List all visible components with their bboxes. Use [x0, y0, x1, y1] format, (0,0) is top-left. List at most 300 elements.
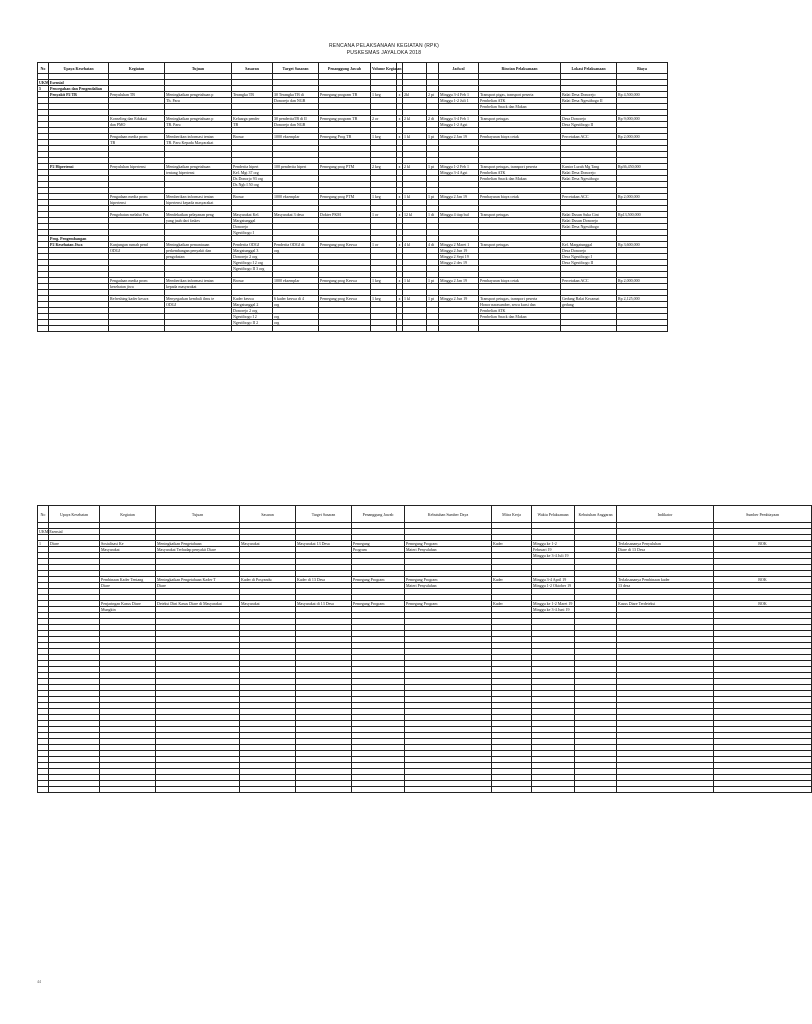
table1-cell: 30 Terangka TB di — [273, 92, 319, 98]
table2-cell — [100, 787, 156, 793]
table1-cell: Meningkatkan pengetahuan p — [165, 92, 232, 98]
table2-cell: Meningkatkan Pengetahuan Kader T — [156, 577, 240, 583]
table1-cell: Balai Desa Donorejo — [561, 92, 617, 98]
table2-cell: 13 desa — [617, 583, 714, 589]
table2-header-cell: Kebutuhan Anggaran — [575, 506, 617, 523]
table1-cell: 4 dt — [427, 242, 439, 248]
table1-cell: 1000 eksemplar — [273, 278, 319, 284]
table2-cell: BOK — [714, 541, 812, 547]
table2-cell: Penjaringan Kasus Diare — [100, 601, 156, 607]
table1-cell: 1000 eksemplar — [273, 194, 319, 200]
table1-cell: Ds Ngb I 50 org — [232, 182, 273, 188]
table1-cell: Meningkatkan pengetahuan — [165, 164, 232, 170]
table2-cell: BOK — [714, 601, 812, 607]
table1-cell: 1 keg — [371, 92, 397, 98]
table1-cell: 1 keg — [371, 296, 397, 302]
table1-cell: Donorejo 2 org — [232, 254, 273, 260]
table1-cell: Minggu 2 Maret 1 — [439, 242, 479, 248]
table2-cell: Minggu ke 3-4 Juni 19 — [532, 607, 575, 613]
table1-cell: Pemegang prog Keswa — [319, 242, 371, 248]
table1-cell: Meningkatkan pemantauan — [165, 242, 232, 248]
table1-cell: Transport petugas — [479, 116, 561, 122]
table1-cell: P2 Hipertensi — [49, 164, 109, 170]
table1-cell: 30 penderitaTB di II — [273, 116, 319, 122]
table2-cell: Diare — [100, 583, 156, 589]
table1-cell: Memberikan informasi tentan — [165, 278, 232, 284]
table1-cell: Brosur — [232, 134, 273, 140]
table1-cell: Penyakit P2 TB — [49, 92, 109, 98]
table1-cell: 1 keg — [371, 194, 397, 200]
table1-cell: Transport pigas, transport peserta — [479, 92, 561, 98]
table1-header-cell: Penanggung Jawab — [319, 63, 371, 74]
table1-cell: 1000 eksemplar — [273, 134, 319, 140]
table1-cell: Pembelian Snack dan Makan — [479, 104, 561, 110]
table1-cell: Rp 9,000,000 — [617, 116, 668, 122]
table1-cell: 1 pt — [427, 164, 439, 170]
table1-cell: Rp36,450,000 — [617, 164, 668, 170]
table1-cell: 4 kl — [403, 242, 427, 248]
table1-cell: Percetakan ACC — [561, 278, 617, 284]
table-row — [38, 116, 668, 122]
table1-cell: Pemegang prog PTM — [319, 164, 371, 170]
table-row — [38, 164, 668, 170]
table1-cell: Kel. Mgt 37 org — [232, 170, 273, 176]
table1-cell: 2 keg — [371, 164, 397, 170]
table1-cell — [427, 326, 439, 332]
table2-cell: BOK — [714, 577, 812, 583]
table1-cell: Balai Desa Ngestibogo — [561, 176, 617, 182]
table1-cell: Penderita ODGJ — [232, 242, 273, 248]
table1-cell: Minggu 2 Jun 19 — [439, 296, 479, 302]
table1-cell: org — [273, 314, 319, 320]
table2-cell: Sosialisasi Ke — [100, 541, 156, 547]
table2-header-cell: Sasaran — [240, 506, 296, 523]
table1-header-cell: Volume Kegiatan — [371, 63, 397, 74]
table1-header-cell: Lokasi Pelaksanaan — [561, 63, 617, 74]
table1-cell: Refreshing kader keswa — [109, 296, 165, 302]
table2-header-cell: Tujuan — [156, 506, 240, 523]
table1-cell: TB — [232, 122, 273, 128]
table1-cell: Prog. Pengembangan — [49, 236, 109, 242]
table2-cell: Deteksi Dini Kasus Diare di Masyarakat — [156, 601, 240, 607]
table2-cell: Masyarakat — [100, 547, 156, 553]
table1-cell: Minggu 2 Jun 19 — [439, 248, 479, 254]
table1-cell: Th. Paru — [165, 98, 232, 104]
table1-cell — [232, 326, 273, 332]
table1-cell: Rp 3,600,000 — [617, 242, 668, 248]
table1-cell: Masyarakat Kel. — [232, 212, 273, 218]
table1-cell: Ngestibogo I 2 org — [232, 260, 273, 266]
table2-cell: Kader — [492, 541, 532, 547]
table2-cell — [405, 787, 492, 793]
table2-cell — [532, 787, 575, 793]
table1-cell: Memberikan informasi tentan — [165, 134, 232, 140]
table2-cell: Masyarakat Terhadap penyakit Diare — [156, 547, 240, 553]
table1-cell — [319, 326, 371, 332]
table1-cell: kesehatan jiwa — [109, 284, 165, 290]
table1-cell: Minggu 2 Sept 19 — [439, 254, 479, 260]
table1-cell: Rp 2,125,000 — [617, 296, 668, 302]
table1-cell: Donorejo 2 org — [232, 308, 273, 314]
table1-cell: 1 pt — [427, 134, 439, 140]
table2-cell: Masyarakat — [240, 541, 296, 547]
table1-cell: Pembelian Snack dan Makan — [479, 176, 561, 182]
table1-cell: Margatunggal 3 — [232, 248, 273, 254]
table1-cell: Pembelian ATK — [479, 308, 561, 314]
table2-cell: Program — [352, 547, 405, 553]
table1-header-cell: Jadwal — [439, 63, 479, 74]
table1-cell: Keluarga pender — [232, 116, 273, 122]
table1-cell: hipertensi kepada masyarakat — [165, 200, 232, 206]
table1-cell: kepada masyarakat — [165, 284, 232, 290]
table1-cell: Pemegang prog Keswa — [319, 278, 371, 284]
table1-cell — [49, 326, 109, 332]
table2-cell: Pemegang Program — [352, 577, 405, 583]
rpk-table-header — [38, 63, 668, 74]
table-row — [38, 194, 668, 200]
table1-cell: Rp13,500,000 — [617, 212, 668, 218]
table-row — [38, 92, 668, 98]
table1-cell: Memberikan informasi tentan — [165, 194, 232, 200]
table1-cell: Transport petugas — [479, 212, 561, 218]
table2-cell: Kader — [492, 601, 532, 607]
table-row — [38, 278, 668, 284]
table2-header-cell: No — [38, 506, 49, 523]
document-title: RENCANA PELAKSANAAN KEGIATAN (RPK) — [329, 43, 439, 49]
table1-cell: 1 dt — [427, 212, 439, 218]
footer-mark: 44 — [37, 979, 41, 984]
table1-cell: Margatunggal — [232, 218, 273, 224]
table1-cell: x — [398, 278, 401, 283]
table1-cell: perkembangan penyakit dan — [165, 248, 232, 254]
table1-header-cell: Biaya — [617, 63, 668, 74]
table1-cell: 2 or — [371, 116, 397, 122]
table2-cell: Minggu ke 1-2 — [532, 541, 575, 547]
table1-cell: Pembelian ATK — [479, 98, 561, 104]
table1-cell — [165, 326, 232, 332]
table2-cell — [352, 787, 405, 793]
table1-cell: 1 keg — [371, 134, 397, 140]
table1-cell: 1 or — [371, 212, 397, 218]
table1-cell: Brosur — [232, 194, 273, 200]
table2-header-cell: Mitra Kerja — [492, 506, 532, 523]
rpk-table — [37, 62, 668, 332]
table2-cell — [617, 787, 714, 793]
table1-cell — [273, 326, 319, 332]
table1-cell: x — [398, 92, 401, 97]
table1-cell: UKM Esensial — [39, 80, 64, 85]
table1-cell: org — [273, 248, 319, 254]
table1-cell: Ds Donorjo 93 org — [232, 176, 273, 182]
table2-cell: UKM Esensial — [39, 529, 63, 534]
table1-cell: Minggu 1-2 Feb 1 — [439, 164, 479, 170]
table2-cell: Minggu ke 3-4 Juli 19 — [532, 553, 575, 559]
table2-cell — [240, 787, 296, 793]
table1-cell: Balai Desa Donorejo — [561, 170, 617, 176]
table2-cell: Diare di 13 Desa — [617, 547, 714, 553]
table2-cell: Pemegang — [352, 541, 405, 547]
table2-cell: Materi Penyuluhan — [405, 583, 492, 589]
table1-cell: Kel. Margatunggal — [561, 242, 617, 248]
table1-header-cell: Upaya Kesehatan — [49, 63, 109, 74]
table1-cell: Desa Ngestibogo II — [561, 260, 617, 266]
table1-cell: Ngestibogo II 3 org — [232, 266, 273, 272]
table1-cell: Pencegahan dan Pengendalian — [49, 86, 109, 92]
table1-cell: org — [273, 320, 319, 326]
table1-cell: 12 kl — [403, 212, 427, 218]
table1-cell: yang jauh dari faskes — [165, 218, 232, 224]
table1-cell: Desa Ngestibogo I — [561, 254, 617, 260]
table1-cell: 100 penderita hipert — [273, 164, 319, 170]
table1-cell: 1 kl — [403, 134, 427, 140]
table-row — [38, 242, 668, 248]
table1-cell: Pengadaan media prom — [109, 194, 165, 200]
table1-cell: TB. Paru Kepada Masyarakat — [165, 140, 232, 146]
table1-cell: 2 dt — [427, 116, 439, 122]
table1-cell: hipertensi — [109, 200, 165, 206]
table1-header-cell: Target Sasaran — [273, 63, 319, 74]
table1-cell: Minggu 2 Jan 19 — [439, 194, 479, 200]
table2-cell — [296, 787, 352, 793]
table1-cell: tentang hipertensi — [165, 170, 232, 176]
table2-cell — [49, 787, 100, 793]
table2-cell — [575, 787, 617, 793]
table1-cell: x — [398, 134, 401, 139]
table1-cell: org — [273, 302, 319, 308]
table2-cell: Mungkin — [100, 607, 156, 613]
table1-cell: Balai Desa Ngestibogo — [561, 224, 617, 230]
table2-cell: Masyarakat 13 Desa — [296, 541, 352, 547]
table1-cell: x — [398, 212, 401, 217]
table1-cell: P2 Kesehatan Jiwa — [49, 242, 109, 248]
table2-cell — [38, 787, 49, 793]
table1-cell: Gedung Balai Kecamat — [561, 296, 617, 302]
table1-cell: Pembelian ATK — [479, 170, 561, 176]
table-row — [38, 787, 812, 793]
table1-cell: Percetakan ACC — [561, 134, 617, 140]
table2-cell: Pemegang Program — [352, 601, 405, 607]
table1-header-cell: Kegiatan — [109, 63, 165, 74]
table1-cell: Transport petugas — [479, 242, 561, 248]
table1-cell: Percetakan ACC — [561, 194, 617, 200]
indicator-table — [37, 505, 812, 793]
table1-cell: Kantor Lurah Mg Tang — [561, 164, 617, 170]
table1-cell: ODGJ — [109, 248, 165, 254]
table1-cell: 2 kl — [403, 164, 427, 170]
table1-cell: 1 kl — [403, 296, 427, 302]
table1-cell: Minggu 1-2 Juli 1 — [439, 98, 479, 104]
table1-cell: Pengadaan media prom — [109, 134, 165, 140]
table1-cell: 2kl — [403, 92, 427, 98]
table2-cell: Masyarakat di 13 Desa — [296, 601, 352, 607]
table1-cell: 1 kl — [403, 194, 427, 200]
table1-cell — [617, 326, 668, 332]
table1-header-cell: Rincian Pelaksanaan — [479, 63, 561, 74]
table1-cell: TB. Paru — [165, 122, 232, 128]
table2-cell: Pemegang Program — [405, 601, 492, 607]
table2-cell: Diare — [49, 541, 100, 547]
table1-cell: Pemegang prog Keswa — [319, 296, 371, 302]
table1-cell: x — [398, 296, 401, 301]
table1-cell: Minggu 2 des 19 — [439, 260, 479, 266]
table1-cell: Penyuluhan hipertensi — [109, 164, 165, 170]
table1-cell: Penderita ODGJ di — [273, 242, 319, 248]
table2-cell: Pemegang Program — [405, 541, 492, 547]
table1-header-cell — [403, 63, 427, 74]
table1-cell: Rp 2,000,000 — [617, 134, 668, 140]
table1-cell: 2 kl — [403, 116, 427, 122]
table1-cell: 2 pt — [427, 92, 439, 98]
table2-cell: 1 — [38, 541, 49, 547]
table1-cell: pengobatan — [165, 254, 232, 260]
table2-header-cell: Indikator — [617, 506, 714, 523]
table1-cell: Minggu 1-2 Agst — [439, 122, 479, 128]
table1-cell — [371, 326, 397, 332]
table2-cell: Masyarakat — [240, 601, 296, 607]
table1-cell: Minggu 3-4 Agst — [439, 170, 479, 176]
table1-cell: 5 — [38, 86, 49, 92]
table1-cell: Rp 4,500,000 — [617, 92, 668, 98]
table2-header-cell: Target Sasaran — [296, 506, 352, 523]
table1-cell: 1 keg — [371, 278, 397, 284]
table1-cell: Minggu 3-4 Feb 1 — [439, 116, 479, 122]
table1-cell: Donorejo dan NGB — [273, 122, 319, 128]
table2-cell: Kasus Diare Terdeteksi — [617, 601, 714, 607]
table1-cell: Honor narasumber, sewa kursi dan — [479, 302, 561, 308]
table1-cell: Pemegang prog PTM — [319, 194, 371, 200]
table1-cell: Dokter PKM — [319, 212, 371, 218]
table2-cell: Minggu 1-2 Oktober 19 — [532, 583, 575, 589]
table1-cell: 1 pt — [427, 278, 439, 284]
table1-cell: Rp 2,000,000 — [617, 278, 668, 284]
table1-cell: x — [398, 164, 401, 169]
table2-header-cell: Kebutuhan Sumber Daya — [405, 506, 492, 523]
table2-cell: Minggu ke 1-2 Maret 19 — [532, 601, 575, 607]
table1-cell: Pembelian Snack dan Makan — [479, 314, 561, 320]
table-row — [38, 326, 668, 332]
table1-cell: Ngestibogo II 2 — [232, 320, 273, 326]
table2-cell: Kader di 13 Desa — [296, 577, 352, 583]
table1-cell: 1 pt — [427, 194, 439, 200]
table1-cell — [38, 326, 49, 332]
table1-cell: Minggu 4 tiap bul — [439, 212, 479, 218]
table1-cell: Konseling dan Edukasi — [109, 116, 165, 122]
table2-cell: Pembinaan Kader Tentang — [100, 577, 156, 583]
table1-cell: Pembayaran biaya cetak — [479, 194, 561, 200]
table1-cell — [479, 326, 561, 332]
table2-cell: Pemegang Program — [405, 577, 492, 583]
table1-cell: Minggu 2 Jan 19 — [439, 278, 479, 284]
table1-cell: Desa Donorejo — [561, 248, 617, 254]
table1-cell: Kunjungan rumah pend — [109, 242, 165, 248]
table2-cell: Materi Penyuluhan — [405, 547, 492, 553]
table1-cell: Terangka TB — [232, 92, 273, 98]
table1-cell: Balai Dusun Donorejo — [561, 218, 617, 224]
table-row — [38, 296, 668, 302]
table1-cell: Donorejo dan NGB — [273, 98, 319, 104]
table1-cell — [403, 326, 427, 332]
table2-header-cell: Kegiatan — [100, 506, 156, 523]
table2-cell — [714, 787, 812, 793]
table1-cell: 1 or — [371, 242, 397, 248]
table1-cell: Transport petugas, transport peserta — [479, 296, 561, 302]
table1-cell — [109, 326, 165, 332]
table1-cell: Pemegang Prog TB — [319, 134, 371, 140]
table1-cell: Menyegarkan kembali ilmu te — [165, 296, 232, 302]
table2-cell — [492, 787, 532, 793]
table2-cell: Kader — [492, 577, 532, 583]
table1-cell: Pembayaran biaya cetak — [479, 278, 561, 284]
table1-cell: Pengobatan melalui Pos — [109, 212, 165, 218]
table2-cell: Diare — [156, 583, 240, 589]
table2-header-cell: Penanggung Jawab — [352, 506, 405, 523]
table2-cell: Terlaksananya Penyuluhan — [617, 541, 714, 547]
table1-cell: Desa Ngestibogo II — [561, 122, 617, 128]
table1-cell: Balai Desa Ngestibogo II — [561, 98, 617, 104]
document-subtitle: PUSKESMAS JAYALOKA 2018 — [346, 50, 422, 56]
table2-cell: Februari 19 — [532, 547, 575, 553]
table1-cell: Pembayaran biaya cetak — [479, 134, 561, 140]
table1-cell: Ngestibogo I — [232, 230, 273, 236]
table2-cell: Terlaksananya Pembinaan kader — [617, 577, 714, 583]
table1-cell: Brosur — [232, 278, 273, 284]
table1-cell: Desa Donorejo — [561, 116, 617, 122]
table1-header-cell — [427, 63, 439, 74]
table2-header-cell: Waktu Pelaksanaan — [532, 506, 575, 523]
table1-cell: x — [398, 242, 401, 247]
table1-cell: dan PMO — [109, 122, 165, 128]
table2-cell: Kader di Posyandu — [240, 577, 296, 583]
table1-cell: 1 pt — [427, 296, 439, 302]
table1-cell: Balai Dusun Suka Cint — [561, 212, 617, 218]
table2-cell: Meningkatkan Pengetahuan — [156, 541, 240, 547]
table1-cell: Masyarakat 3 desa — [273, 212, 319, 218]
table1-cell: 1 kl — [403, 278, 427, 284]
table1-cell: Meningkatkan pengetahuan p — [165, 116, 232, 122]
indicator-table-header — [38, 506, 812, 523]
table1-cell: Margatunggal 2 — [232, 302, 273, 308]
table1-cell: Transport petugas, transport peserta — [479, 164, 561, 170]
table1-cell: Minggu 3-4 Feb 1 — [439, 92, 479, 98]
table1-header-cell: Tujuan — [165, 63, 232, 74]
table1-cell: Donorejo — [232, 224, 273, 230]
table2-header-cell: Sumber Pembiayaan — [714, 506, 812, 523]
table1-cell — [561, 326, 617, 332]
table1-cell: 6 kader keswa di 4 — [273, 296, 319, 302]
table1-cell: TB — [109, 140, 165, 146]
table2-cell — [156, 787, 240, 793]
table1-cell — [439, 326, 479, 332]
table1-cell: Rp 2,000,000 — [617, 194, 668, 200]
table1-cell: Penderita hipert — [232, 164, 273, 170]
table1-cell: x — [398, 116, 401, 121]
table1-cell: ODGJ — [165, 302, 232, 308]
table1-cell: gedung — [561, 302, 617, 308]
table1-cell: Mendekatkan pelayanan peng — [165, 212, 232, 218]
table1-cell: Kader keswa — [232, 296, 273, 302]
table1-cell: Pemegang program TB — [319, 92, 371, 98]
table1-cell: Minggu 2 Jan 19 — [439, 134, 479, 140]
table2-cell: Minggu 3-4 April 19 — [532, 577, 575, 583]
table1-header-cell: No — [38, 63, 49, 74]
table1-cell: Ngestibogo I 2 — [232, 314, 273, 320]
table1-cell: Penyuluhan TB — [109, 92, 165, 98]
table1-cell: x — [398, 194, 401, 199]
table1-cell: Pengadaan media prom — [109, 278, 165, 284]
table1-header-cell: Sasaran — [232, 63, 273, 74]
table1-cell: Pemegang program TB — [319, 116, 371, 122]
table2-header-cell: Upaya Kesehatan — [49, 506, 100, 523]
